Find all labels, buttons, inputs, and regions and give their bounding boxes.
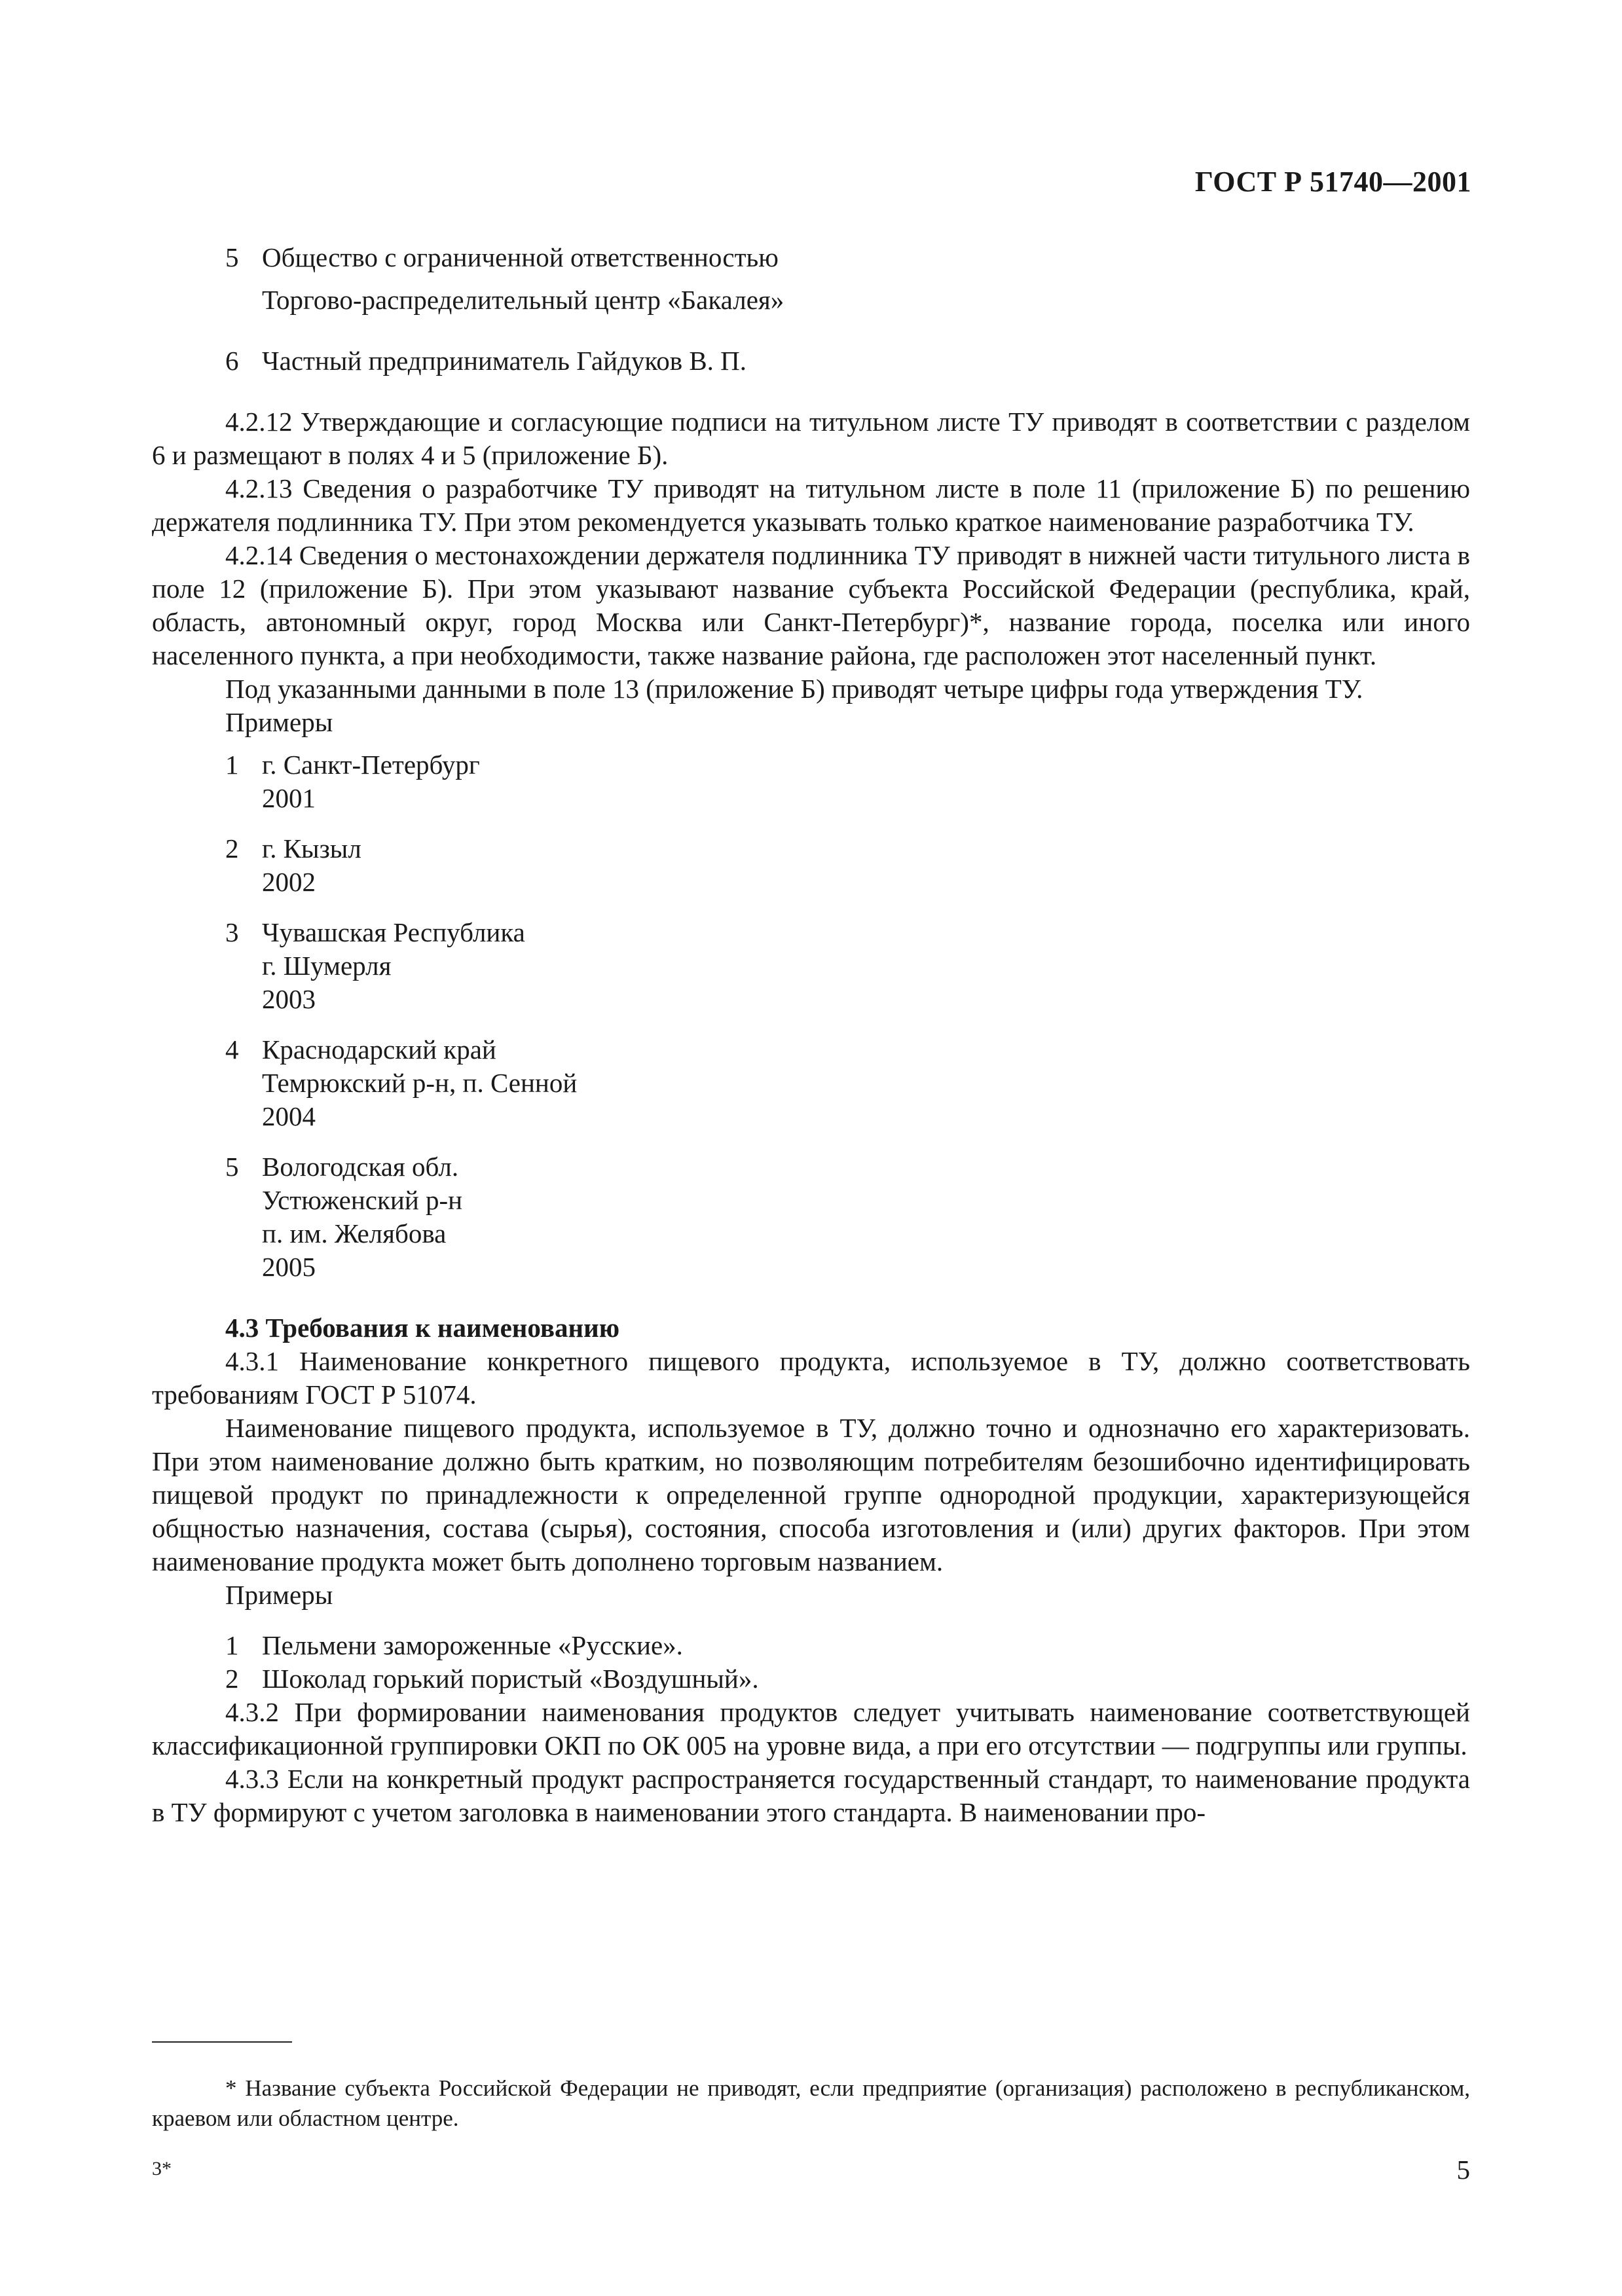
paragraph-year-note: Под указанными данными в поле 13 (приложение Б) приводят четыре цифры года утверждения ТУ.: [225, 674, 1363, 704]
example-line: п. им. Желябова: [262, 1218, 447, 1248]
paragraph-4-3-1: 4.3.1 Наименование конкретного пищевого продукта, используемое в ТУ, должно соответствовать требованиям ГОСТ Р 51074.: [152, 1346, 1470, 1410]
paragraph-4-3-3: 4.3.3 Если на конкретный продукт распространяется государственный стандарт, то наименование продукта в ТУ формируют с учетом заголовка в наименовании этого стандарта. В наименовании про-: [152, 1764, 1470, 1827]
footnote: * Название субъекта Российской Федерации не приводят, если предприятие (организация) расположено в республиканском, краевом или областном центре.: [152, 2075, 1470, 2131]
list-item-continuation: Торгово-распределительный центр «Бакалея»: [262, 285, 784, 315]
paragraph-4-2-12: 4.2.12 Утверждающие и согласующие подписи на титульном листе ТУ приводят в соответствии с разделом 6 и размещают в полях 4 и 5 (приложение Б).: [152, 407, 1470, 470]
example-line: 2001: [262, 783, 316, 813]
document-id-header: ГОСТ Р 51740—2001: [1194, 166, 1471, 198]
example-line: г. Санкт-Петербург: [262, 750, 480, 780]
example-number: 2: [225, 1664, 239, 1694]
examples-label: Примеры: [225, 707, 333, 737]
example-item: [152, 832, 1470, 866]
example-item: [152, 916, 1470, 949]
example-line: Вологодская обл.: [262, 1152, 459, 1182]
list-item-text: Общество с ограниченной ответственностью: [262, 242, 779, 272]
example-number: 2: [225, 833, 239, 864]
paragraph-4-2-14: 4.2.14 Сведения о местонахождении держателя подлинника ТУ приводят в нижней части титульного листа в поле 12 (приложение Б). При этом указывают название субъекта Российской Федерации (республика, край, область, автономный округ, город Москва или Санкт-Петербург)*, название города, поселка или иного населенного пункта, а при необходимости, также название района, где расположен этот населенный пункт.: [152, 540, 1470, 670]
example-item: [152, 1662, 1470, 1696]
section-title: 4.3 Требования к наименованию: [225, 1313, 620, 1343]
list-item: [152, 344, 1470, 378]
example-line: г. Кызыл: [262, 833, 361, 864]
document-body: [152, 241, 1470, 1829]
list-item: [152, 241, 1470, 274]
example-line: Чувашская Республика: [262, 917, 525, 947]
example-number: 4: [225, 1034, 239, 1065]
example-line: 2004: [262, 1101, 316, 1131]
example-line: 2002: [262, 867, 316, 897]
example-number: 1: [225, 1630, 239, 1660]
examples-label: Примеры: [225, 1580, 333, 1610]
example-line: 2005: [262, 1252, 316, 1282]
example-number: 5: [225, 1152, 239, 1182]
footnote-divider: [152, 2041, 292, 2043]
example-item: [152, 1150, 1470, 1184]
page-number: 5: [1456, 2155, 1470, 2185]
paragraph-4-3-2: 4.3.2 При формировании наименования продуктов следует учитывать наименование соответствующей классификационной группировки ОКП по ОК 005 на уровне вида, а при его отсутствии — подгруппы или группы.: [152, 1697, 1470, 1760]
paragraph-name-description: Наименование пищевого продукта, используемое в ТУ, должно точно и однозначно его характеризовать. При этом наименование должно быть кратким, но позволяющим потребителям безошибочно идентифицировать пищевой продукт по принадлежности к определенной группе однородной продукции, характеризующейся общностью назначения, состава (сырья), состояния, способа изготовления и (или) других факторов. При этом наименование продукта может быть дополнено торговым названием.: [152, 1413, 1470, 1576]
paragraph-4-2-13: 4.2.13 Сведения о разработчике ТУ приводят на титульном листе в поле 11 (приложение Б) по решению держателя подлинника ТУ. При этом рекомендуется указывать только краткое наименование разработчика ТУ.: [152, 473, 1470, 537]
list-item-number: 5: [225, 242, 239, 272]
list-item-text: Частный предприниматель Гайдуков В. П.: [262, 346, 747, 376]
list-item-number: 6: [225, 346, 239, 376]
example-item: [152, 748, 1470, 782]
sheet-mark: 3*: [152, 2158, 172, 2179]
example-number: 3: [225, 917, 239, 947]
example-line: Пельмени замороженные «Русские».: [262, 1630, 683, 1660]
example-line: Краснодарский край: [262, 1034, 496, 1065]
example-line: Шоколад горький пористый «Воздушный».: [262, 1664, 759, 1694]
example-item: [152, 1629, 1470, 1662]
example-line: Устюженский р-н: [262, 1185, 463, 1215]
example-item: [152, 1033, 1470, 1066]
example-line: 2003: [262, 984, 316, 1014]
example-line: Темрюкский р-н, п. Сенной: [262, 1068, 578, 1098]
example-number: 1: [225, 750, 239, 780]
example-line: г. Шумерля: [262, 951, 392, 981]
